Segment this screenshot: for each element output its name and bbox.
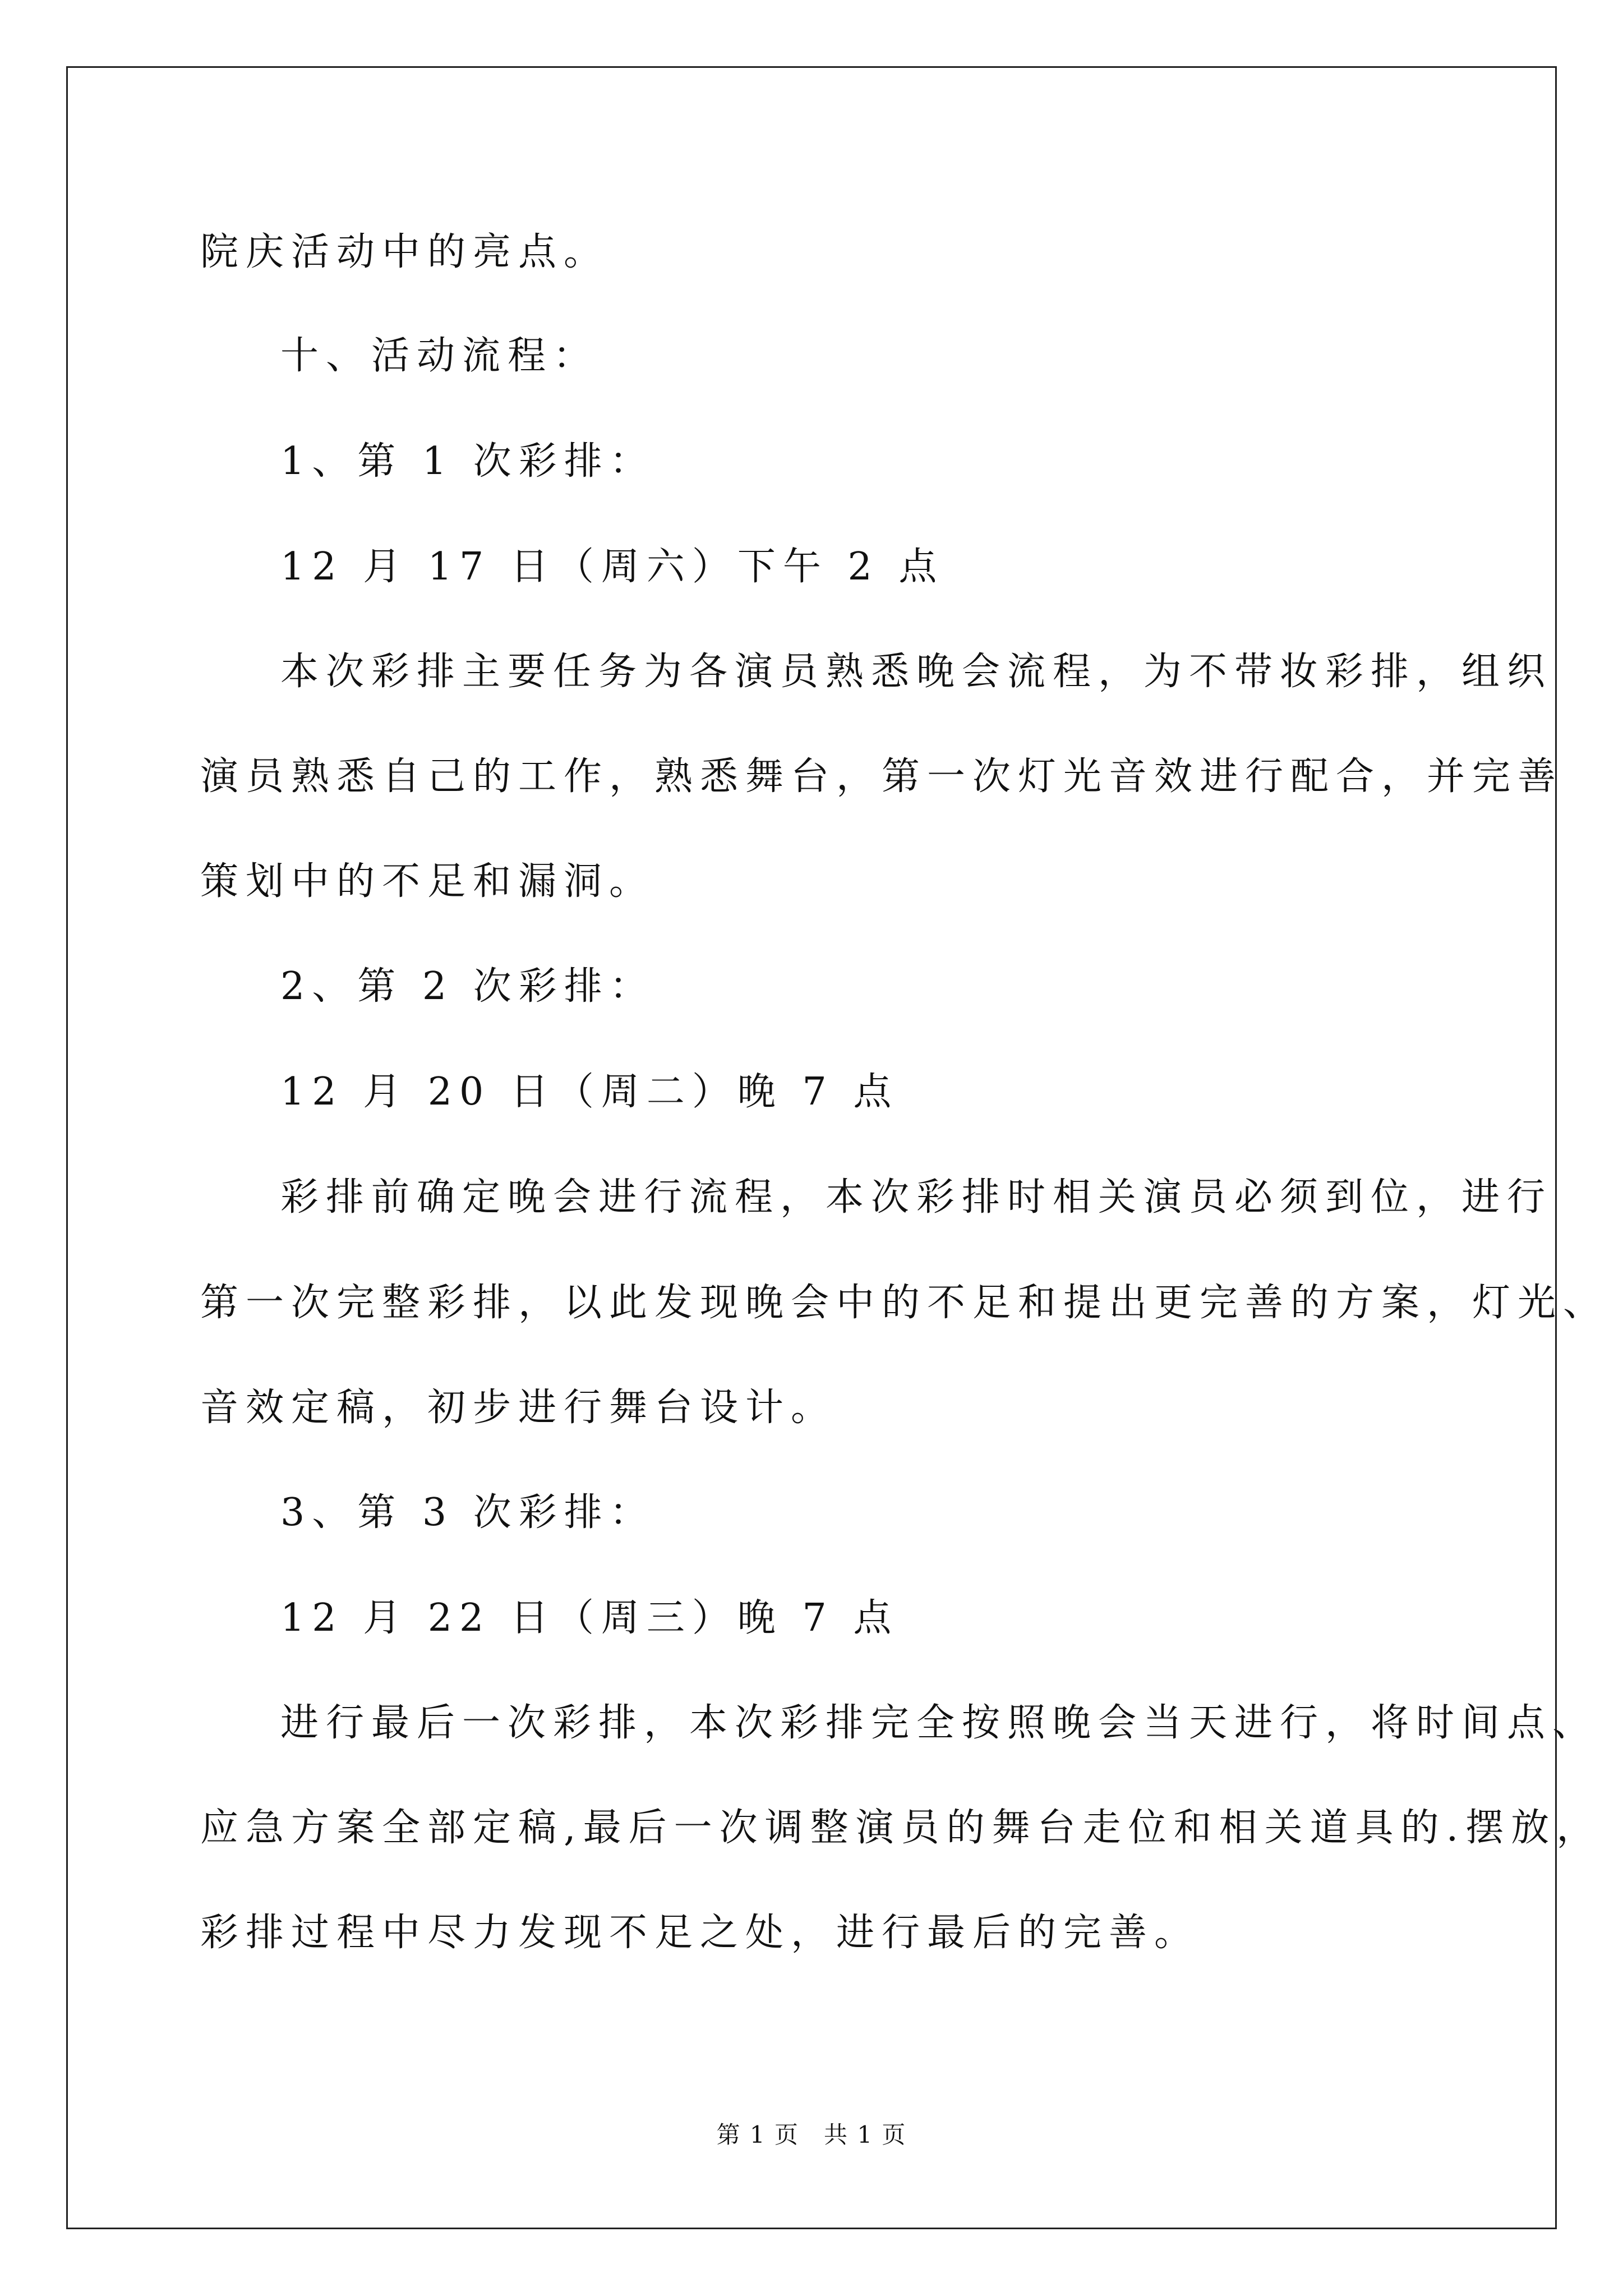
page-border <box>66 66 1557 2229</box>
paragraph-line: 演员熟悉自己的工作，熟悉舞台，第一次灯光音效进行配合，并完善 <box>200 754 1564 799</box>
subsection-heading: 3、第 3 次彩排： <box>280 1490 655 1535</box>
paragraph-line: 彩排前确定晚会进行流程，本次彩排时相关演员必须到位，进行 <box>280 1175 1553 1220</box>
paragraph-line: 策划中的不足和漏洞。 <box>200 859 655 904</box>
schedule-time: 12 月 17 日（周六）下午 2 点 <box>280 545 944 589</box>
paragraph-line: 彩排过程中尽力发现不足之处，进行最后的完善。 <box>200 1911 1200 1955</box>
paragraph-line: 应急方案全部定稿,最后一次调整演员的舞台走位和相关道具的.摆放， <box>200 1806 1602 1850</box>
paragraph-line: 院庆活动中的亮点。 <box>200 230 610 274</box>
paragraph-line: 第一次完整彩排，以此发现晚会中的不足和提出更完善的方案，灯光、 <box>200 1281 1609 1325</box>
section-heading: 十、活动流程： <box>280 334 599 378</box>
schedule-time: 12 月 22 日（周三）晚 7 点 <box>280 1596 899 1640</box>
paragraph-line: 进行最后一次彩排，本次彩排完全按照晚会当天进行，将时间点、 <box>280 1701 1598 1745</box>
subsection-heading: 2、第 2 次彩排： <box>280 964 655 1009</box>
subsection-heading: 1、第 1 次彩排： <box>280 439 655 484</box>
page-number-footer: 第 1 页 共 1 页 <box>716 2121 907 2148</box>
schedule-time: 12 月 20 日（周二）晚 7 点 <box>280 1070 899 1114</box>
paragraph-line: 本次彩排主要任务为各演员熟悉晚会流程，为不带妆彩排，组织 <box>280 650 1553 694</box>
paragraph-line: 音效定稿，初步进行舞台设计。 <box>200 1386 837 1430</box>
